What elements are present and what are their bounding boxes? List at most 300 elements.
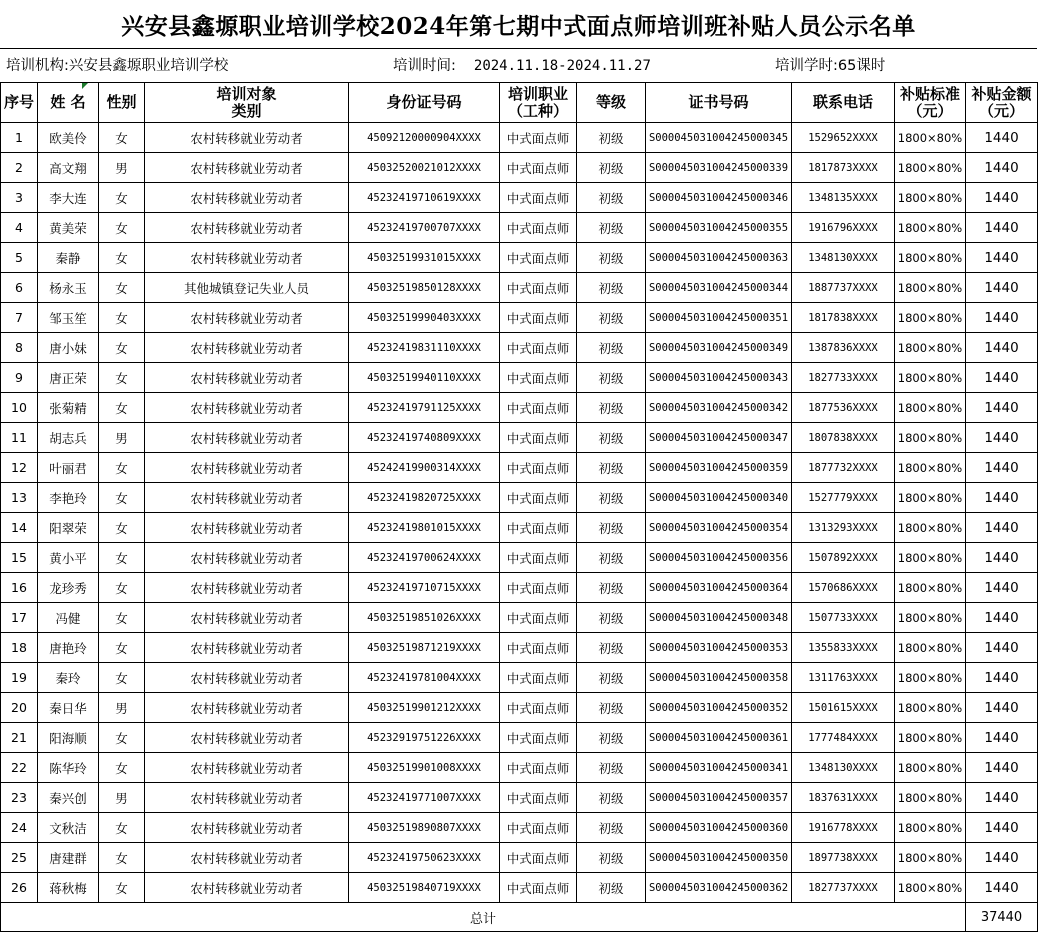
cell-name: 黄美荣 — [38, 213, 99, 243]
cell-occupation: 中式面点师 — [500, 183, 577, 213]
cell-cert: S000045031004245000346 — [646, 183, 792, 213]
page-title: 兴安县鑫塬职业培训学校2024年第七期中式面点师培训班补贴人员公示名单 — [121, 12, 916, 40]
cell-amount: 1440 — [966, 603, 1038, 633]
cell-phone: 1837631XXXX — [792, 783, 895, 813]
training-time-value: 2024.11.18-2024.11.27 — [473, 58, 651, 74]
cell-occupation: 中式面点师 — [500, 123, 577, 153]
cell-phone: 1897738XXXX — [792, 843, 895, 873]
cell-level: 初级 — [577, 453, 646, 483]
cell-cert: S000045031004245000339 — [646, 153, 792, 183]
cell-seq: 20 — [1, 693, 38, 723]
cell-comment-marker — [82, 83, 88, 89]
cell-phone: 1313293XXXX — [792, 513, 895, 543]
cell-occupation: 中式面点师 — [500, 303, 577, 333]
cell-occupation: 中式面点师 — [500, 603, 577, 633]
training-org-label: 培训机构: — [6, 58, 69, 74]
table-row — [1, 363, 1038, 393]
cell-category: 农村转移就业劳动者 — [145, 183, 349, 213]
cell-name: 唐小妹 — [38, 333, 99, 363]
cell-occupation: 中式面点师 — [500, 333, 577, 363]
cell-amount: 1440 — [966, 123, 1038, 153]
cell-std: 1800×80% — [895, 273, 966, 303]
cell-phone: 1877732XXXX — [792, 453, 895, 483]
cell-category: 农村转移就业劳动者 — [145, 393, 349, 423]
cell-std: 1800×80% — [895, 633, 966, 663]
cell-std: 1800×80% — [895, 753, 966, 783]
cell-gender: 女 — [99, 633, 145, 663]
cell-std: 1800×80% — [895, 813, 966, 843]
cell-std: 1800×80% — [895, 213, 966, 243]
cell-category: 农村转移就业劳动者 — [145, 753, 349, 783]
cell-gender: 女 — [99, 723, 145, 753]
cell-id: 45032519931015XXXX — [349, 243, 500, 273]
cell-cert: S000045031004245000340 — [646, 483, 792, 513]
cell-phone: 1507733XXXX — [792, 603, 895, 633]
table-row — [1, 873, 1038, 903]
cell-cert: S000045031004245000348 — [646, 603, 792, 633]
cell-cert: S000045031004245000344 — [646, 273, 792, 303]
training-time — [393, 52, 651, 80]
cell-occupation: 中式面点师 — [500, 723, 577, 753]
cell-seq: 7 — [1, 303, 38, 333]
cell-occupation: 中式面点师 — [500, 513, 577, 543]
cell-name: 杨永玉 — [38, 273, 99, 303]
cell-phone: 1570686XXXX — [792, 573, 895, 603]
cell-cert: S000045031004245000363 — [646, 243, 792, 273]
cell-gender: 男 — [99, 423, 145, 453]
cell-gender: 女 — [99, 123, 145, 153]
table-row — [1, 423, 1038, 453]
cell-cert: S000045031004245000354 — [646, 513, 792, 543]
cell-name: 阳海顺 — [38, 723, 99, 753]
table-row — [1, 153, 1038, 183]
cell-level: 初级 — [577, 603, 646, 633]
cell-name: 文秋洁 — [38, 813, 99, 843]
cell-std: 1800×80% — [895, 393, 966, 423]
cell-name: 张菊精 — [38, 393, 99, 423]
cell-occupation: 中式面点师 — [500, 813, 577, 843]
subsidy-table — [0, 82, 1038, 932]
cell-seq: 11 — [1, 423, 38, 453]
cell-gender: 女 — [99, 663, 145, 693]
cell-id: 45032519890807XXXX — [349, 813, 500, 843]
cell-amount: 1440 — [966, 453, 1038, 483]
header-cert: 证书号码 — [646, 83, 792, 123]
cell-cert: S000045031004245000352 — [646, 693, 792, 723]
cell-level: 初级 — [577, 243, 646, 273]
cell-level: 初级 — [577, 873, 646, 903]
cell-level: 初级 — [577, 363, 646, 393]
cell-cert: S000045031004245000362 — [646, 873, 792, 903]
cell-cert: S000045031004245000359 — [646, 453, 792, 483]
cell-gender: 女 — [99, 183, 145, 213]
header-occupation: 培训职业（工种） — [500, 83, 577, 123]
cell-seq: 6 — [1, 273, 38, 303]
cell-name: 蒋秋梅 — [38, 873, 99, 903]
cell-gender: 女 — [99, 453, 145, 483]
cell-name: 欧美伶 — [38, 123, 99, 153]
table-row — [1, 603, 1038, 633]
cell-seq: 5 — [1, 243, 38, 273]
cell-amount: 1440 — [966, 333, 1038, 363]
cell-occupation: 中式面点师 — [500, 693, 577, 723]
cell-amount: 1440 — [966, 543, 1038, 573]
header-row — [1, 83, 1038, 123]
cell-occupation: 中式面点师 — [500, 543, 577, 573]
cell-gender: 女 — [99, 303, 145, 333]
cell-cert: S000045031004245000349 — [646, 333, 792, 363]
cell-level: 初级 — [577, 423, 646, 453]
header-std: 补贴标准（元） — [895, 83, 966, 123]
cell-gender: 女 — [99, 603, 145, 633]
cell-gender: 女 — [99, 513, 145, 543]
divider — [0, 48, 1037, 49]
cell-name: 陈华玲 — [38, 753, 99, 783]
table-row — [1, 393, 1038, 423]
training-org-value: 兴安县鑫塬职业培训学校 — [68, 58, 229, 74]
cell-name: 阳翠荣 — [38, 513, 99, 543]
cell-id: 45232419700707XXXX — [349, 213, 500, 243]
table-row — [1, 753, 1038, 783]
cell-amount: 1440 — [966, 183, 1038, 213]
cell-std: 1800×80% — [895, 663, 966, 693]
cell-cert: S000045031004245000350 — [646, 843, 792, 873]
cell-id: 45232419791125XXXX — [349, 393, 500, 423]
cell-category: 农村转移就业劳动者 — [145, 513, 349, 543]
cell-occupation: 中式面点师 — [500, 423, 577, 453]
cell-phone: 1807838XXXX — [792, 423, 895, 453]
table-row — [1, 693, 1038, 723]
cell-category: 农村转移就业劳动者 — [145, 453, 349, 483]
cell-category: 农村转移就业劳动者 — [145, 663, 349, 693]
cell-seq: 12 — [1, 453, 38, 483]
cell-seq: 19 — [1, 663, 38, 693]
cell-phone: 1916796XXXX — [792, 213, 895, 243]
cell-name: 秦静 — [38, 243, 99, 273]
cell-amount: 1440 — [966, 213, 1038, 243]
cell-std: 1800×80% — [895, 543, 966, 573]
cell-level: 初级 — [577, 393, 646, 423]
cell-cert: S000045031004245000364 — [646, 573, 792, 603]
cell-level: 初级 — [577, 513, 646, 543]
cell-phone: 1827733XXXX — [792, 363, 895, 393]
cell-amount: 1440 — [966, 753, 1038, 783]
table-row — [1, 483, 1038, 513]
cell-level: 初级 — [577, 153, 646, 183]
cell-phone: 1311763XXXX — [792, 663, 895, 693]
cell-amount: 1440 — [966, 393, 1038, 423]
cell-amount: 1440 — [966, 633, 1038, 663]
cell-id: 45032519940110XXXX — [349, 363, 500, 393]
cell-gender: 女 — [99, 243, 145, 273]
cell-phone: 1827737XXXX — [792, 873, 895, 903]
cell-gender: 女 — [99, 843, 145, 873]
cell-phone: 1527779XXXX — [792, 483, 895, 513]
cell-std: 1800×80% — [895, 693, 966, 723]
cell-cert: S000045031004245000358 — [646, 663, 792, 693]
cell-occupation: 中式面点师 — [500, 843, 577, 873]
table-row — [1, 453, 1038, 483]
cell-cert: S000045031004245000351 — [646, 303, 792, 333]
cell-amount: 1440 — [966, 363, 1038, 393]
cell-amount: 1440 — [966, 573, 1038, 603]
header-seq: 序号 — [1, 83, 38, 123]
training-time-label: 培训时间: — [393, 58, 456, 74]
cell-name: 秦兴创 — [38, 783, 99, 813]
cell-id: 45232419750623XXXX — [349, 843, 500, 873]
table-row — [1, 813, 1038, 843]
cell-level: 初级 — [577, 543, 646, 573]
cell-category: 农村转移就业劳动者 — [145, 783, 349, 813]
cell-std: 1800×80% — [895, 783, 966, 813]
cell-std: 1800×80% — [895, 483, 966, 513]
cell-id: 45032519840719XXXX — [349, 873, 500, 903]
cell-category: 其他城镇登记失业人员 — [145, 273, 349, 303]
cell-occupation: 中式面点师 — [500, 213, 577, 243]
cell-std: 1800×80% — [895, 873, 966, 903]
table-row — [1, 573, 1038, 603]
cell-category: 农村转移就业劳动者 — [145, 123, 349, 153]
cell-name: 黄小平 — [38, 543, 99, 573]
cell-phone: 1877536XXXX — [792, 393, 895, 423]
cell-seq: 15 — [1, 543, 38, 573]
cell-level: 初级 — [577, 723, 646, 753]
cell-name: 唐艳玲 — [38, 633, 99, 663]
cell-level: 初级 — [577, 633, 646, 663]
cell-cert: S000045031004245000355 — [646, 213, 792, 243]
cell-amount: 1440 — [966, 153, 1038, 183]
cell-seq: 1 — [1, 123, 38, 153]
cell-cert: S000045031004245000357 — [646, 783, 792, 813]
cell-level: 初级 — [577, 123, 646, 153]
cell-phone: 1348135XXXX — [792, 183, 895, 213]
cell-name: 胡志兵 — [38, 423, 99, 453]
table-row — [1, 543, 1038, 573]
cell-category: 农村转移就业劳动者 — [145, 363, 349, 393]
cell-level: 初级 — [577, 183, 646, 213]
cell-name: 龙珍秀 — [38, 573, 99, 603]
cell-gender: 女 — [99, 873, 145, 903]
cell-seq: 2 — [1, 153, 38, 183]
cell-seq: 23 — [1, 783, 38, 813]
cell-amount: 1440 — [966, 693, 1038, 723]
cell-phone: 1777484XXXX — [792, 723, 895, 753]
cell-category: 农村转移就业劳动者 — [145, 873, 349, 903]
header-category: 培训对象类别 — [145, 83, 349, 123]
cell-cert: S000045031004245000361 — [646, 723, 792, 753]
cell-occupation: 中式面点师 — [500, 753, 577, 783]
cell-amount: 1440 — [966, 513, 1038, 543]
header-gender: 性别 — [99, 83, 145, 123]
cell-occupation: 中式面点师 — [500, 153, 577, 183]
cell-name: 叶丽君 — [38, 453, 99, 483]
table-row — [1, 783, 1038, 813]
cell-id: 45232419801015XXXX — [349, 513, 500, 543]
cell-name: 唐正荣 — [38, 363, 99, 393]
cell-phone: 1348130XXXX — [792, 753, 895, 783]
cell-level: 初级 — [577, 753, 646, 783]
cell-level: 初级 — [577, 813, 646, 843]
cell-phone: 1507892XXXX — [792, 543, 895, 573]
cell-level: 初级 — [577, 693, 646, 723]
table-row — [1, 273, 1038, 303]
cell-id: 45232419710715XXXX — [349, 573, 500, 603]
cell-phone: 1887737XXXX — [792, 273, 895, 303]
cell-amount: 1440 — [966, 303, 1038, 333]
cell-occupation: 中式面点师 — [500, 273, 577, 303]
cell-seq: 21 — [1, 723, 38, 753]
cell-std: 1800×80% — [895, 303, 966, 333]
cell-name: 秦日华 — [38, 693, 99, 723]
cell-gender: 女 — [99, 573, 145, 603]
table-row — [1, 243, 1038, 273]
cell-std: 1800×80% — [895, 573, 966, 603]
cell-name: 冯健 — [38, 603, 99, 633]
cell-level: 初级 — [577, 333, 646, 363]
cell-occupation: 中式面点师 — [500, 873, 577, 903]
table-row — [1, 633, 1038, 663]
table-row — [1, 513, 1038, 543]
cell-std: 1800×80% — [895, 603, 966, 633]
cell-std: 1800×80% — [895, 363, 966, 393]
cell-id: 45032519851026XXXX — [349, 603, 500, 633]
cell-seq: 14 — [1, 513, 38, 543]
cell-seq: 13 — [1, 483, 38, 513]
training-hours-value: 65课时 — [837, 58, 886, 74]
cell-category: 农村转移就业劳动者 — [145, 423, 349, 453]
cell-level: 初级 — [577, 663, 646, 693]
total-label: 总计 — [1, 903, 966, 932]
cell-level: 初级 — [577, 213, 646, 243]
cell-occupation: 中式面点师 — [500, 243, 577, 273]
cell-std: 1800×80% — [895, 423, 966, 453]
cell-name: 唐建群 — [38, 843, 99, 873]
cell-id: 45232419820725XXXX — [349, 483, 500, 513]
cell-cert: S000045031004245000353 — [646, 633, 792, 663]
cell-amount: 1440 — [966, 873, 1038, 903]
cell-gender: 女 — [99, 543, 145, 573]
cell-occupation: 中式面点师 — [500, 393, 577, 423]
cell-category: 农村转移就业劳动者 — [145, 723, 349, 753]
cell-category: 农村转移就业劳动者 — [145, 543, 349, 573]
header-id: 身份证号码 — [349, 83, 500, 123]
cell-cert: S000045031004245000343 — [646, 363, 792, 393]
cell-amount: 1440 — [966, 783, 1038, 813]
table-row — [1, 663, 1038, 693]
header-level: 等级 — [577, 83, 646, 123]
table-row — [1, 333, 1038, 363]
cell-id: 45032519990403XXXX — [349, 303, 500, 333]
cell-occupation: 中式面点师 — [500, 783, 577, 813]
cell-category: 农村转移就业劳动者 — [145, 153, 349, 183]
table-row — [1, 723, 1038, 753]
cell-category: 农村转移就业劳动者 — [145, 633, 349, 663]
cell-id: 45032520021012XXXX — [349, 153, 500, 183]
cell-gender: 女 — [99, 333, 145, 363]
training-org — [6, 52, 228, 80]
table-row — [1, 303, 1038, 333]
cell-id: 45032519871219XXXX — [349, 633, 500, 663]
cell-category: 农村转移就业劳动者 — [145, 693, 349, 723]
header-phone: 联系电话 — [792, 83, 895, 123]
training-hours — [775, 52, 885, 80]
cell-gender: 女 — [99, 273, 145, 303]
cell-id: 45232419740809XXXX — [349, 423, 500, 453]
cell-id: 45232419781004XXXX — [349, 663, 500, 693]
cell-level: 初级 — [577, 483, 646, 513]
cell-gender: 女 — [99, 213, 145, 243]
cell-std: 1800×80% — [895, 453, 966, 483]
cell-category: 农村转移就业劳动者 — [145, 573, 349, 603]
cell-seq: 10 — [1, 393, 38, 423]
cell-seq: 26 — [1, 873, 38, 903]
cell-seq: 4 — [1, 213, 38, 243]
cell-seq: 16 — [1, 573, 38, 603]
total-value: 37440 — [966, 903, 1038, 932]
cell-id: 45092120000904XXXX — [349, 123, 500, 153]
cell-level: 初级 — [577, 783, 646, 813]
cell-phone: 1348130XXXX — [792, 243, 895, 273]
cell-occupation: 中式面点师 — [500, 483, 577, 513]
cell-gender: 女 — [99, 813, 145, 843]
cell-std: 1800×80% — [895, 243, 966, 273]
cell-seq: 17 — [1, 603, 38, 633]
cell-std: 1800×80% — [895, 333, 966, 363]
cell-std: 1800×80% — [895, 153, 966, 183]
cell-phone: 1817838XXXX — [792, 303, 895, 333]
total-row — [1, 903, 1038, 932]
header-name: 姓 名 — [38, 83, 99, 123]
cell-name: 李艳玲 — [38, 483, 99, 513]
cell-id: 45232419831110XXXX — [349, 333, 500, 363]
cell-category: 农村转移就业劳动者 — [145, 813, 349, 843]
cell-cert: S000045031004245000360 — [646, 813, 792, 843]
cell-std: 1800×80% — [895, 843, 966, 873]
cell-seq: 18 — [1, 633, 38, 663]
cell-std: 1800×80% — [895, 723, 966, 753]
cell-amount: 1440 — [966, 723, 1038, 753]
cell-amount: 1440 — [966, 663, 1038, 693]
cell-cert: S000045031004245000356 — [646, 543, 792, 573]
cell-amount: 1440 — [966, 813, 1038, 843]
cell-gender: 女 — [99, 483, 145, 513]
cell-name: 邹玉笙 — [38, 303, 99, 333]
cell-id: 45242419900314XXXX — [349, 453, 500, 483]
cell-amount: 1440 — [966, 423, 1038, 453]
cell-category: 农村转移就业劳动者 — [145, 303, 349, 333]
table-row — [1, 213, 1038, 243]
cell-occupation: 中式面点师 — [500, 363, 577, 393]
cell-gender: 男 — [99, 693, 145, 723]
cell-name: 秦玲 — [38, 663, 99, 693]
cell-std: 1800×80% — [895, 513, 966, 543]
cell-category: 农村转移就业劳动者 — [145, 603, 349, 633]
cell-amount: 1440 — [966, 273, 1038, 303]
cell-name: 李大连 — [38, 183, 99, 213]
cell-seq: 22 — [1, 753, 38, 783]
cell-category: 农村转移就业劳动者 — [145, 843, 349, 873]
cell-level: 初级 — [577, 303, 646, 333]
cell-gender: 女 — [99, 363, 145, 393]
cell-category: 农村转移就业劳动者 — [145, 333, 349, 363]
cell-id: 45232419710619XXXX — [349, 183, 500, 213]
cell-gender: 男 — [99, 153, 145, 183]
cell-level: 初级 — [577, 843, 646, 873]
cell-occupation: 中式面点师 — [500, 663, 577, 693]
table-row — [1, 183, 1038, 213]
training-hours-label: 培训学时: — [775, 58, 838, 74]
cell-category: 农村转移就业劳动者 — [145, 483, 349, 513]
